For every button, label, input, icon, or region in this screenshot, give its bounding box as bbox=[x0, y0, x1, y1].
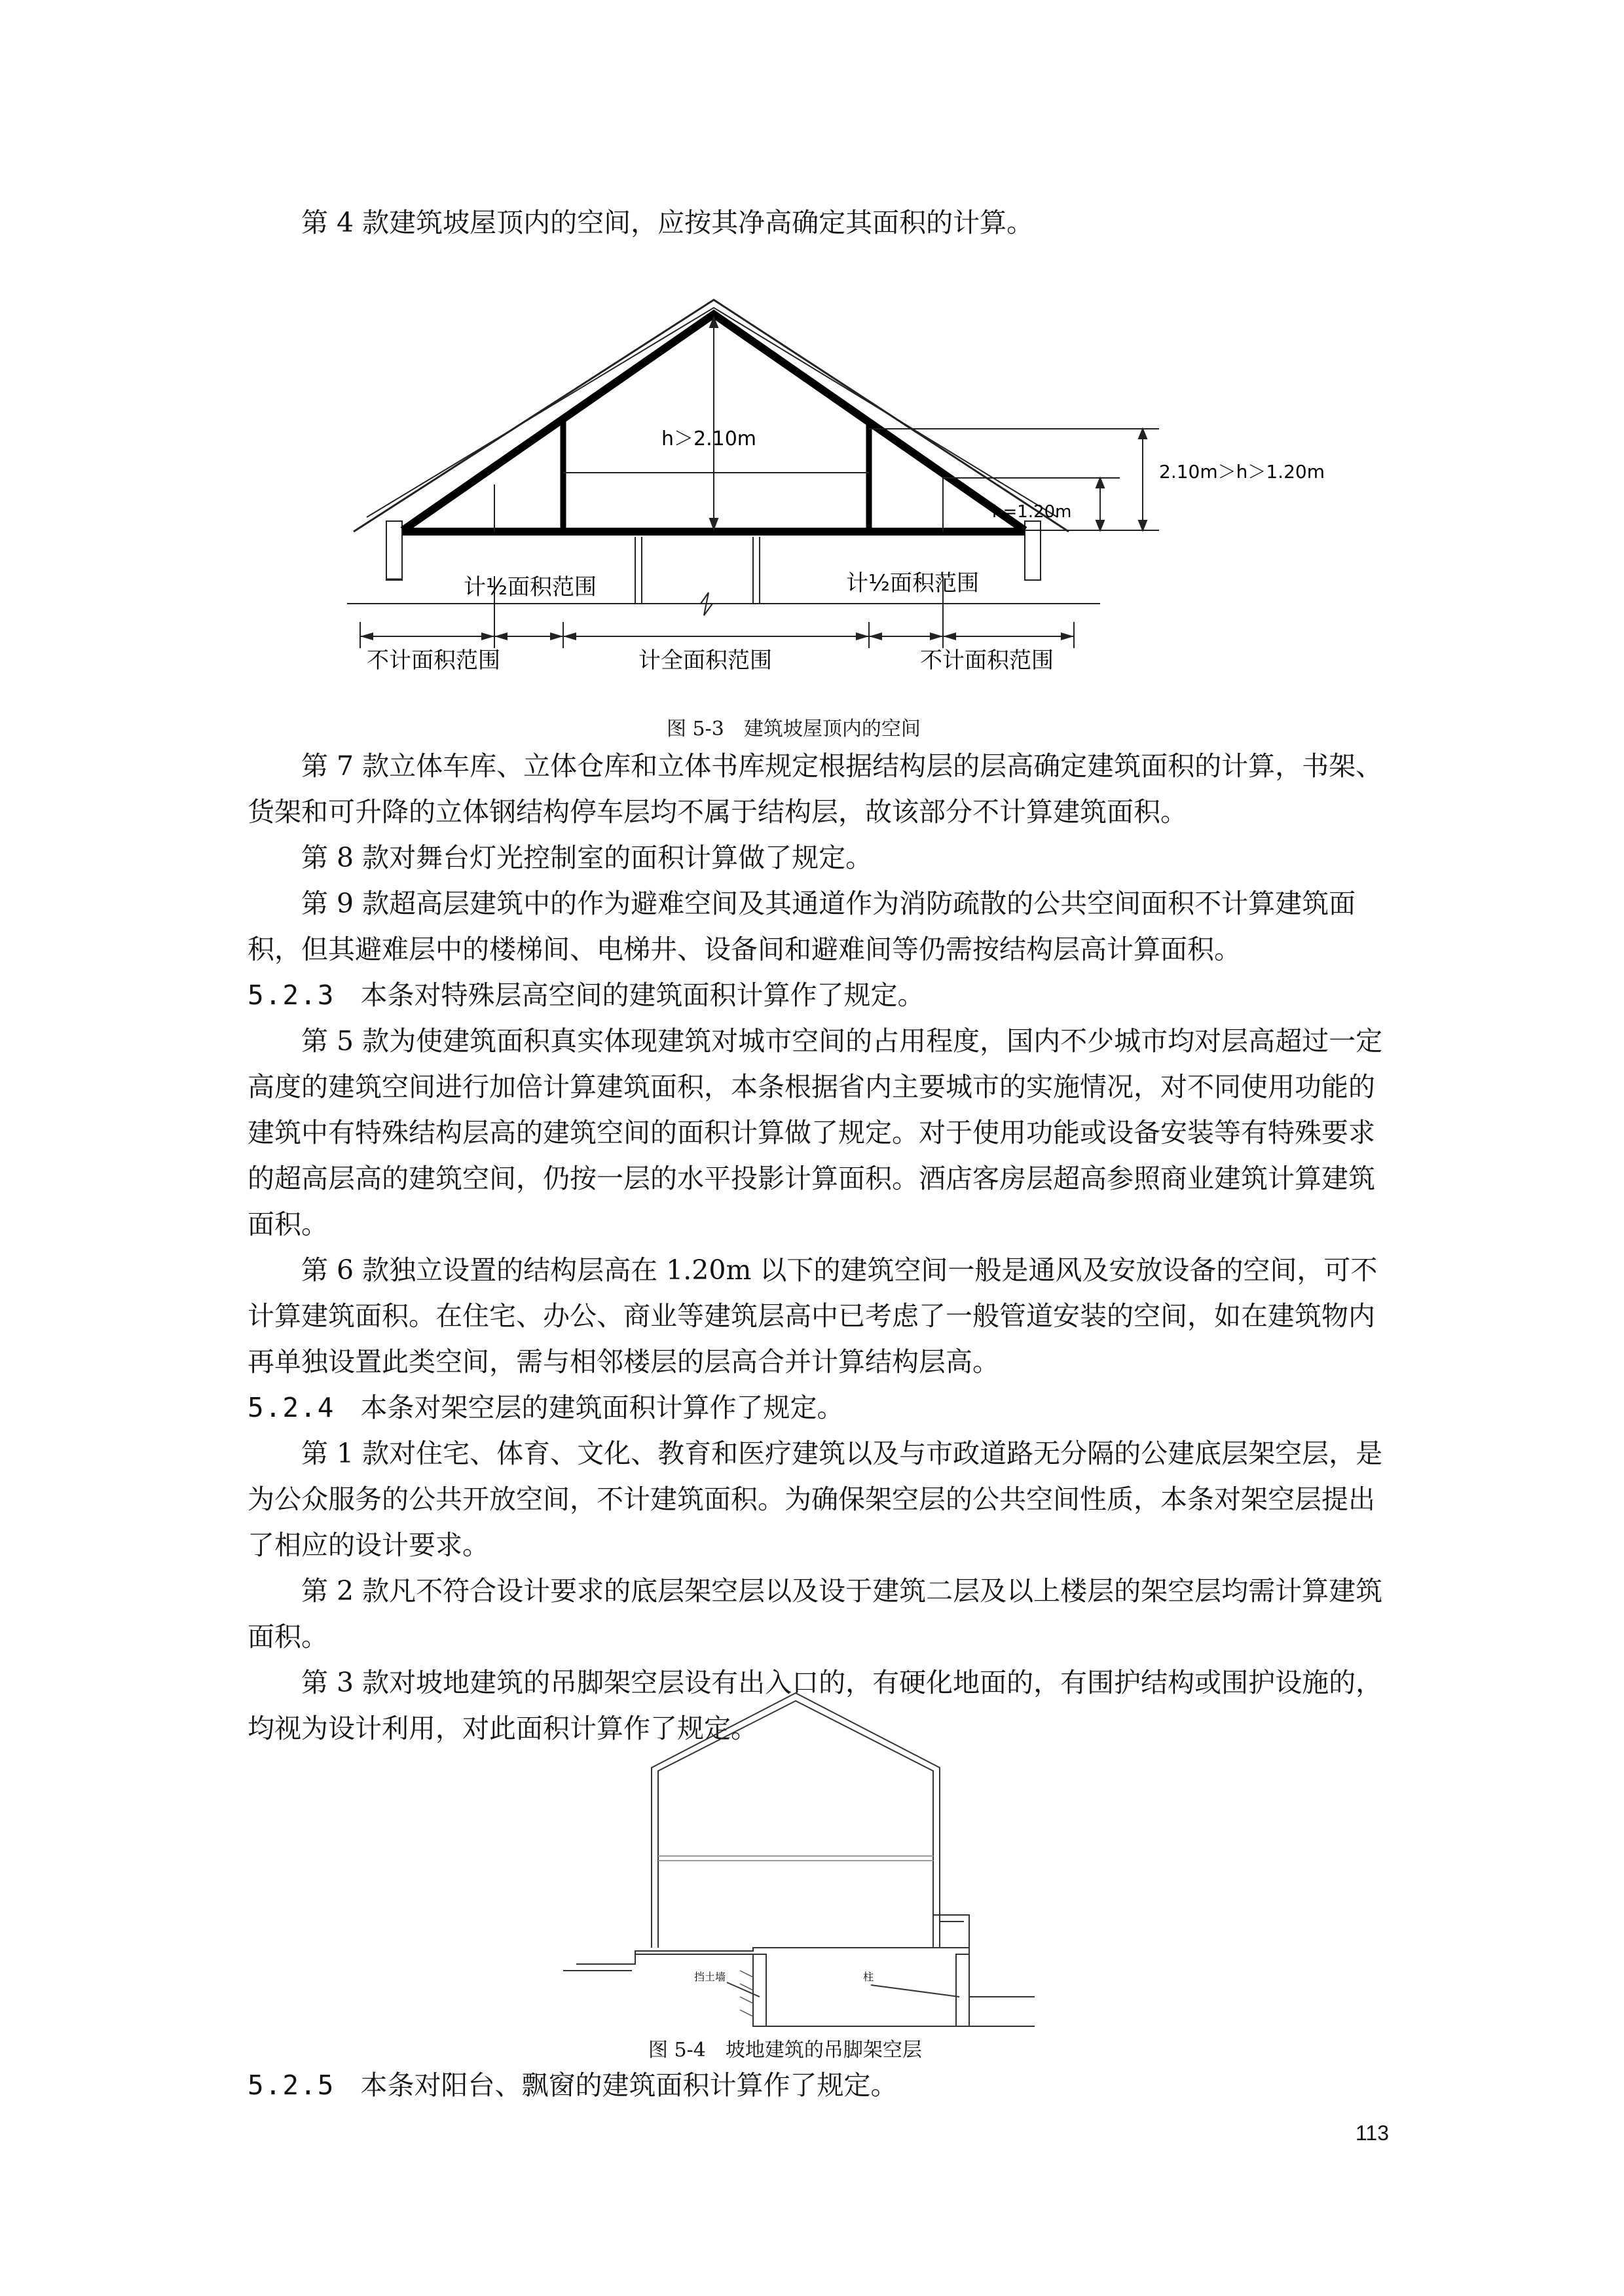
figure-5-4-caption: 图 5-4 坡地建筑的吊脚架空层 bbox=[648, 2039, 922, 2062]
label-half-area-left: 计½面积范围 bbox=[464, 574, 597, 600]
section-title: 本条对阳台、飘窗的建筑面积计算作了规定。 bbox=[360, 2069, 898, 2101]
paragraph-item-2: 第 2 款凡不符合设计要求的底层架空层以及设于建筑二层及以上楼层的架空层均需计算建筑面积。 bbox=[248, 1575, 1383, 1652]
paragraph-item-8: 第 8 款对舞台灯光控制室的面积计算做了规定。 bbox=[301, 842, 873, 873]
label-retaining-wall: 挡土墙 bbox=[694, 1971, 726, 1983]
section-number: 5.2.3 bbox=[248, 979, 335, 1011]
section-5-2-5-heading bbox=[248, 2062, 898, 2108]
paragraph-item-9: 第 9 款超高层建筑中的作为避难空间及其通道作为消防疏散的公共空间面积不计算建筑面积，但其避难层中的楼梯间、电梯井、设备间和避难间等仍需按结构层高计算面积。 bbox=[248, 888, 1356, 965]
paragraph-item-6: 第 6 款独立设置的结构层高在 1.20m 以下的建筑空间一般是通风及安放设备的空间，可不计算建筑面积。在住宅、办公、商业等建筑层高中已考虑了一般管道安装的空间，如在建筑物内再单独设置此类空间，需与相邻楼层的层高合并计算结构层高。 bbox=[248, 1254, 1378, 1377]
section-number: 5.2.4 bbox=[248, 1392, 335, 1423]
paragraph-item-3: 第 3 款对坡地建筑的吊脚架空层设有出入口的，有硬化地面的，有围护结构或围护设施的，均视为设计利用，对此面积计算作了规定。 bbox=[248, 1667, 1383, 1744]
paragraph-item-1: 第 1 款对住宅、体育、文化、教育和医疗建筑以及与市政道路无分隔的公建底层架空层，是为公众服务的公共开放空间，不计建筑面积。为确保架空层的公共空间性质，本条对架空层提出了相应的设计要求。 bbox=[248, 1438, 1383, 1561]
figure-5-3-roof-section bbox=[347, 288, 1369, 694]
label-h-gt-210: h＞2.10m bbox=[661, 428, 757, 450]
label-full-area: 计全面积范围 bbox=[638, 647, 772, 674]
section-title: 本条对特殊层高空间的建筑面积计算作了规定。 bbox=[360, 979, 925, 1011]
section-5-2-3-heading bbox=[248, 972, 925, 1018]
section-5-2-4-heading bbox=[248, 1385, 844, 1430]
label-range: 2.10m＞h＞1.20m bbox=[1159, 461, 1325, 483]
label-no-area-right: 不计面积范围 bbox=[920, 647, 1054, 674]
section-title: 本条对架空层的建筑面积计算作了规定。 bbox=[360, 1392, 844, 1423]
label-h-120: h=1.20m bbox=[992, 502, 1072, 522]
figure-5-3-caption: 图 5-3 建筑坡屋顶内的空间 bbox=[667, 718, 921, 740]
figure-5-4-slope-building bbox=[563, 1689, 1061, 2030]
label-no-area-left: 不计面积范围 bbox=[367, 647, 500, 674]
paragraph-item-5: 第 5 款为使建筑面积真实体现建筑对城市空间的占用程度，国内不少城市均对层高超过一定高度的建筑空间进行加倍计算建筑面积，本条根据省内主要城市的实施情况，对不同使用功能的建筑中有特殊结构层高的建筑空间的面积计算做了规定。对于使用功能或设备安装等有特殊要求的超高层高的建筑空间，仍按一层的水平投影计算面积。酒店客房层超高参照商业建筑计算建筑面积。 bbox=[248, 1025, 1383, 1240]
section-number: 5.2.5 bbox=[248, 2069, 335, 2101]
paragraph-item-7: 第 7 款立体车库、立体仓库和立体书库规定根据结构层的层高确定建筑面积的计算，书架、货架和可升降的立体钢结构停车层均不属于结构层，故该部分不计算建筑面积。 bbox=[248, 750, 1383, 828]
label-column: 柱 bbox=[863, 1971, 874, 1983]
intro-paragraph: 第 4 款建筑坡屋顶内的空间，应按其净高确定其面积的计算。 bbox=[301, 207, 1034, 238]
label-half-area-right: 计½面积范围 bbox=[846, 570, 979, 596]
page-number: 113 bbox=[1356, 2121, 1390, 2145]
